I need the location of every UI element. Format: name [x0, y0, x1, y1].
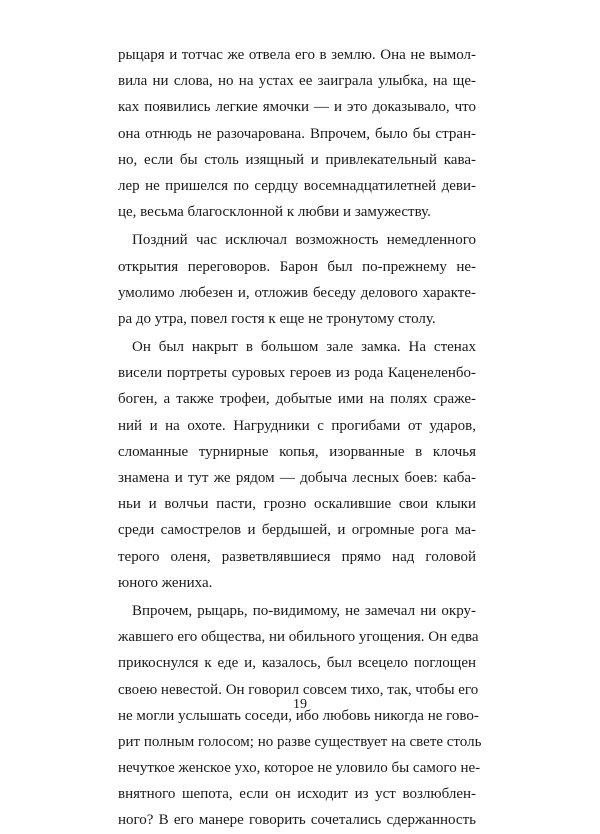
- text-line: нечуткое женское ухо, которое не уловило бы самого не-: [118, 760, 481, 777]
- text-line: открытия переговоров. Барон был по-прежнему не-: [118, 258, 476, 275]
- text-line: Поздний час исключал возможность немедленного: [132, 232, 476, 249]
- text-line: своею невестой. Он говорил совсем тихо, так, чтобы его: [118, 681, 479, 698]
- text-line: но, если бы столь изящный и привлекательный кава-: [118, 151, 476, 168]
- text-line: жавшего его общества, ни обильного угощения. Он едва: [118, 629, 479, 646]
- text-line: терого оленя, разветвлявшиеся прямо над головой: [118, 548, 476, 565]
- text-line: юного жениха.: [118, 574, 213, 591]
- text-line: рыцаря и тотчас же отвела его в землю. Она не вымол-: [118, 47, 476, 63]
- text-line: ра до утра, повел гостя к еще не тронутому столу.: [118, 310, 436, 327]
- text-line: лер не пришелся по сердцу восемнадцатилетней деви-: [118, 177, 476, 194]
- text-line: ного? В его манере говорить сочетались сдержанность: [118, 812, 476, 829]
- text-line: ний и на охоте. Нагрудники с прогибами от ударов,: [118, 417, 476, 434]
- text-line: она отнюдь не разочарована. Впрочем, было бы стран-: [118, 125, 476, 142]
- text-line: боген, а также трофеи, добытые ими на полях сраже-: [118, 391, 476, 408]
- text-line: сломанные турнирные копья, изорванные в клочья: [118, 443, 476, 460]
- page-number: 19: [293, 697, 307, 712]
- text-line: Впрочем, рыцарь, по-видимому, не замечал ни окру-: [132, 602, 476, 619]
- text-line: не могли услышать соседи, ибо любовь никогда не гово-: [118, 707, 479, 724]
- text-line: рит полным голосом; но разве существует на свете столь: [118, 733, 482, 750]
- paragraph-2: [118, 227, 476, 332]
- text-line: вила ни слова, но на устах ее заиграла улыбка, на ще-: [118, 73, 476, 90]
- paragraph-1: [118, 42, 476, 225]
- paragraph-4: [118, 598, 482, 834]
- text-line: среди самострелов и бердышей, и огромные рога ма-: [118, 522, 476, 539]
- text-line: висели портреты суровых героев из рода Каценеленбо-: [118, 365, 476, 382]
- text-line: ньи и волчьи пасти, грозно оскалившие свои клыки: [118, 496, 476, 513]
- text-line: прикоснулся к еде и, казалось, был всецело поглощен: [118, 655, 476, 672]
- page-text: [118, 42, 482, 834]
- text-line: це, весьма благосклонной к любви и замужеству.: [118, 204, 431, 221]
- text-line: знамена и тут же рядом — добыча лесных боев: каба-: [118, 470, 476, 486]
- text-line: Он был накрыт в большом зале замка. На стенах: [132, 339, 476, 356]
- text-line: внятного шепота, если он исходит из уст возлюблен-: [118, 786, 476, 803]
- text-line: ках появились легкие ямочки — и это доказывало, что: [118, 99, 476, 116]
- paragraph-3: [118, 334, 476, 596]
- text-line: умолимо любезен и, отложив беседу делового характе-: [118, 284, 476, 301]
